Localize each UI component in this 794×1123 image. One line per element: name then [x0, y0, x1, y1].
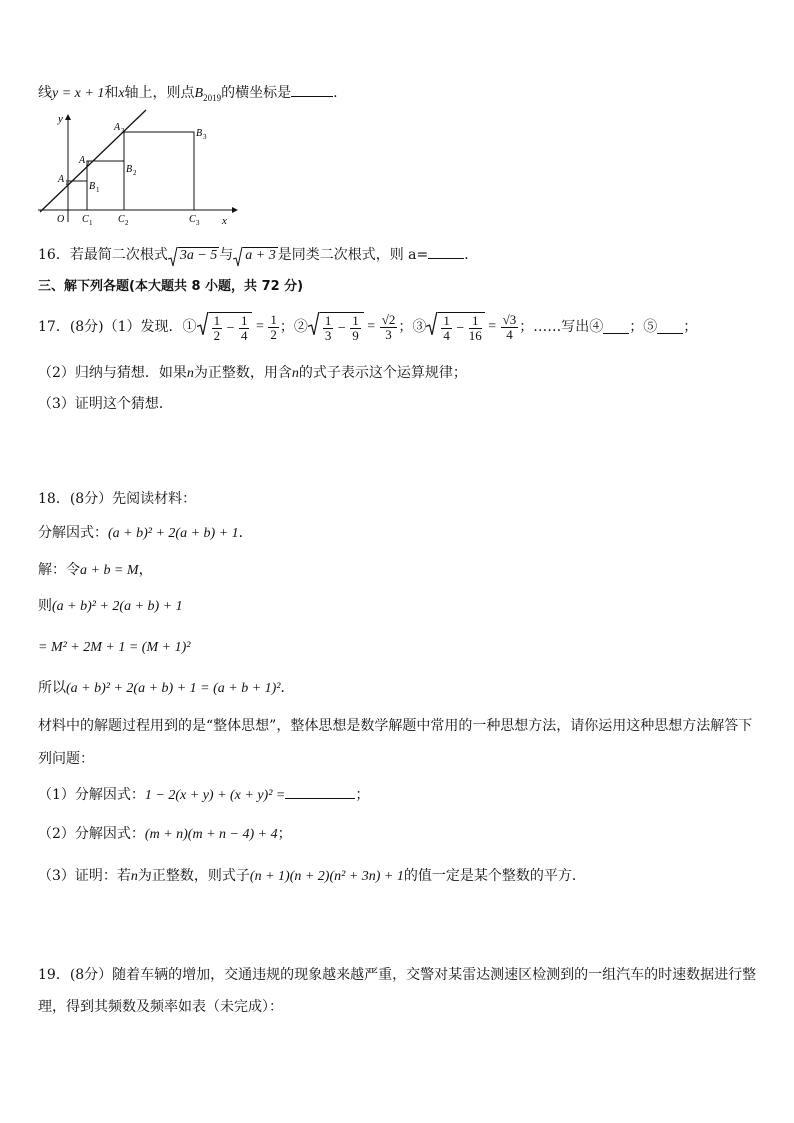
point-b: B — [194, 86, 204, 101]
sub-3: 3 — [203, 133, 207, 141]
q18-sub-3: （3）证明：若n为正整数，则式子(n + 1)(n + 2)(n² + 3n) + 1的值一定是某个整数的平方． — [38, 868, 586, 884]
answer-blank-4 — [603, 321, 629, 334]
sub-1: 1 — [65, 179, 69, 187]
label-b3: B — [196, 128, 203, 139]
section-heading: 三、解下列各题(本大题共 8 小题，共 72 分) — [38, 279, 304, 294]
expression-3: $\frac{1}{4}$ − $\frac{1}{16}$ — [426, 312, 484, 342]
sub-2: 2 — [133, 169, 137, 177]
sub-1: 1 — [89, 219, 93, 227]
q18-line-5: 所以(a + b)² + 2(a + b) + 1 = (a + b + 1)²． — [38, 680, 295, 696]
question-19-line-2: 理，得到其频数及频率如表（未完成）： — [38, 999, 283, 1015]
text: 16．若最简二次根式 — [38, 247, 168, 263]
text: ；……写出④ — [519, 319, 604, 335]
x-axis-arrow — [232, 207, 238, 213]
sub-1: 1 — [96, 186, 100, 194]
text: ；③ — [398, 319, 427, 335]
text: 是同类二次根式，则 a= — [277, 247, 429, 263]
point-b-subscript: 2019 — [203, 92, 222, 103]
sub-2: 2 — [125, 219, 129, 227]
q18-sub-2: （2）分解因式：(m + n)(m + n − 4) + 4； — [38, 826, 292, 842]
label-y: y — [58, 113, 63, 125]
y-axis-arrow — [65, 114, 71, 120]
question-17-part-1: 17．(8分)（1）发现．① $\frac{1}{2}$ − $\frac{1}{4}$ = $\frac{1}{2}$ ；② $\frac{1}{3}$ − $\frac{1}{9}$ = $\frac{√2}{3}$ ；③ $\frac{1}{4}$ − $\frac{1}{16}$ = $\frac{√3}{4}$ ；……写出④ ；⑤ ； — [38, 311, 698, 343]
coordinate-figure — [34, 108, 244, 228]
label-x: x — [222, 215, 227, 227]
text: ； — [683, 319, 698, 335]
text: 17．(8分)（1）发现．① — [38, 319, 197, 335]
label-a3: A — [114, 122, 121, 133]
square-1 — [68, 181, 87, 210]
result-1: $\frac{1}{2}$ — [270, 311, 277, 342]
radical-1: 3a − 5 — [168, 247, 219, 263]
label-a1: A — [58, 174, 65, 185]
text: 线 — [38, 85, 52, 101]
text: 的横坐标是 — [221, 85, 292, 101]
radical-2: a + 3 — [233, 247, 277, 263]
sub-2: 2 — [86, 160, 90, 168]
question-18-head: 18．(8分）先阅读材料： — [38, 491, 197, 507]
question-19-line-1: 19．(8分）随着车辆的增加，交通违规的现象越来越严重，交警对某雷达测速区检测到的一组汽车的时速数据进行整 — [38, 967, 757, 983]
label-c3: C — [189, 214, 196, 225]
expression-1: $\frac{1}{2}$ − $\frac{1}{4}$ — [197, 312, 253, 342]
expression-2: $\frac{1}{3}$ − $\frac{1}{9}$ — [308, 312, 364, 342]
text: 和 — [104, 85, 119, 101]
text: 与 — [219, 247, 234, 263]
text: ；⑤ — [629, 319, 658, 335]
q18-line-2: 解：令a + b = M， — [38, 562, 153, 578]
text: . — [333, 85, 338, 101]
text: ． — [464, 247, 479, 263]
answer-blank — [291, 84, 333, 97]
question-16 — [38, 246, 478, 263]
x-axis-label: x — [118, 86, 125, 101]
sub-3: 3 — [121, 127, 125, 135]
line-equation: y = x + 1 — [52, 86, 105, 101]
label-origin: O — [57, 214, 65, 225]
label-b1: B — [89, 181, 96, 192]
question-17-part-2: （2）归纳与猜想．如果n为正整数，用含n的式子表示这个运算规律； — [38, 365, 467, 381]
result-3: $\frac{√3}{4}$ — [502, 311, 517, 342]
label-a2: A — [79, 155, 86, 166]
label-c2: C — [118, 214, 125, 225]
q18-sub-1: （1）分解因式：1 − 2(x + y) + (x + y)² = ； — [38, 787, 370, 803]
q18-line-4: = M² + 2M + 1 = (M + 1)² — [38, 640, 191, 655]
text: 轴上，则点 — [124, 85, 195, 101]
q18-line-3: 则(a + b)² + 2(a + b) + 1 — [38, 598, 183, 614]
q18-paragraph-1: 材料中的解题过程用到的是“整体思想”，整体思想是数学解题中常用的一种思想方法，请你运用这种思想方法解答下 — [38, 718, 753, 734]
result-2: $\frac{√2}{3}$ — [381, 311, 396, 342]
q18-paragraph-2: 列问题： — [38, 751, 94, 767]
label-c1: C — [82, 214, 89, 225]
answer-blank-5 — [657, 321, 683, 334]
answer-blank — [285, 786, 355, 799]
q15-tail-line — [38, 84, 338, 103]
text: ；② — [279, 319, 308, 335]
question-17-part-3: （3）证明这个猜想． — [38, 396, 173, 412]
q18-line-1: 分解因式：(a + b)² + 2(a + b) + 1． — [38, 525, 253, 541]
label-b2: B — [126, 164, 133, 175]
answer-blank — [428, 246, 464, 259]
sub-3: 3 — [196, 219, 200, 227]
